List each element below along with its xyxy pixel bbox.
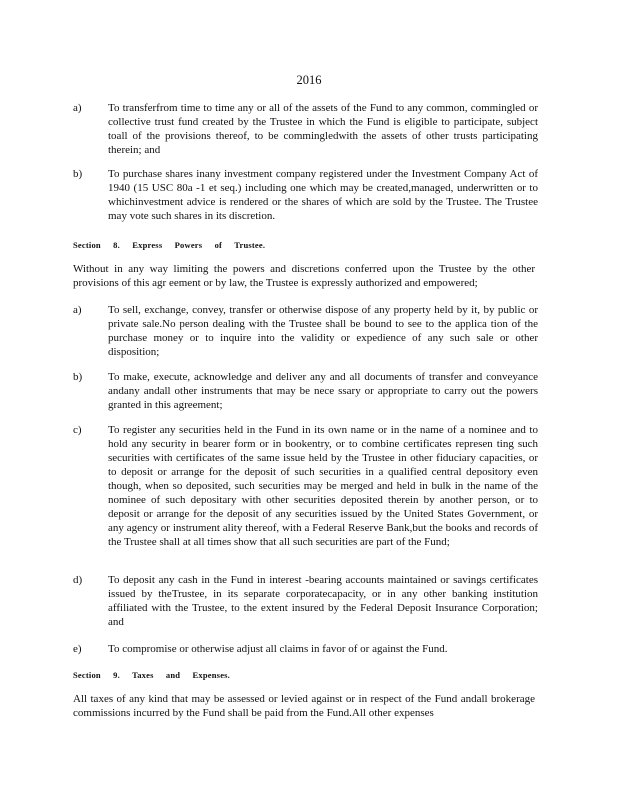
clause-label: c) <box>73 424 82 436</box>
clause-text: To transferfrom time to time any or all of the assets of the Fund to any common, commingled or collective trust fund created by the Trustee in which the Fund is eligible to participate, subject toall of the provisions thereof, to be commingledwith the assets of other trusts participating therein; and <box>108 102 538 156</box>
section-9-heading: Section 9. Taxes and Expenses. <box>73 670 230 680</box>
clause-text: To compromise or otherwise adjust all claims in favor of or against the Fund. <box>108 643 448 655</box>
clause-text: To register any securities held in the Fund in its own name or in the name of a nominee and to hold any security in bearer form or in bookentry, or to combine certificates represen ting such securities with certificates of the same issue held by the Trustee in other fiduciary capacities, or to deposit or arrange for the deposit of such securities in a qualified central depository even though, when so deposited, such securities may be merged and held in bulk in the name of the nominee of such depositary with other securities deposited therein by another person, or to deposit or arrange for the deposit of any securities issued by the United States Government, or any agency or instrument ality thereof, with a Federal Reserve Bank,but the books and records of the Trustee shall at all times show that all such securities are part of the Fund; <box>108 424 538 548</box>
clause-text: To purchase shares inany investment company registered under the Investment Company Act of 1940 (15 USC 80a -1 et seq.) including one which may be created,managed, underwritten or to whichinvestment advice is rendered or the shares of which are sold by the Trustee. The Trustee may vote such shares in its discretion. <box>108 168 538 222</box>
clause-text: To sell, exchange, convey, transfer or otherwise dispose of any property held by it, by public or private sale.No person dealing with the Trustee shall be bound to see to the applica tion of the purchase money or to inquire into the validity or expedience of any such sale or other disposition; <box>108 304 538 358</box>
clause-label: e) <box>73 643 82 655</box>
page-number: 2016 <box>296 73 322 87</box>
clause-label: a) <box>73 304 82 316</box>
clause-text: To make, execute, acknowledge and deliver any and all documents of transfer and conveyance andany andall other instruments that may be nece ssary or appropriate to carry out the powers granted in this agreement; <box>108 371 538 411</box>
clause-label: b) <box>73 168 83 180</box>
section-8-intro: Without in any way limiting the powers and discretions conferred upon the Trustee by the other provisions of this agr eement or by law, the Trustee is expressly authorized and empowered; <box>73 263 535 289</box>
clause-label: b) <box>73 371 83 383</box>
section-8-heading: Section 8. Express Powers of Trustee. <box>73 240 266 250</box>
section-9-text: All taxes of any kind that may be assessed or levied against or in respect of the Fund andall brokerage commissions incurred by the Fund shall be paid from the Fund.All other expenses <box>73 693 535 719</box>
clause-label: d) <box>73 574 83 586</box>
clause-text: To deposit any cash in the Fund in interest -bearing accounts maintained or savings certificates issued by theTrustee, in its separate corporatecapacity, or in any other banking institution affiliated with the Trustee, to the extent insured by the Federal Deposit Insurance Corporation; and <box>108 574 538 628</box>
clause-label: a) <box>73 102 82 114</box>
